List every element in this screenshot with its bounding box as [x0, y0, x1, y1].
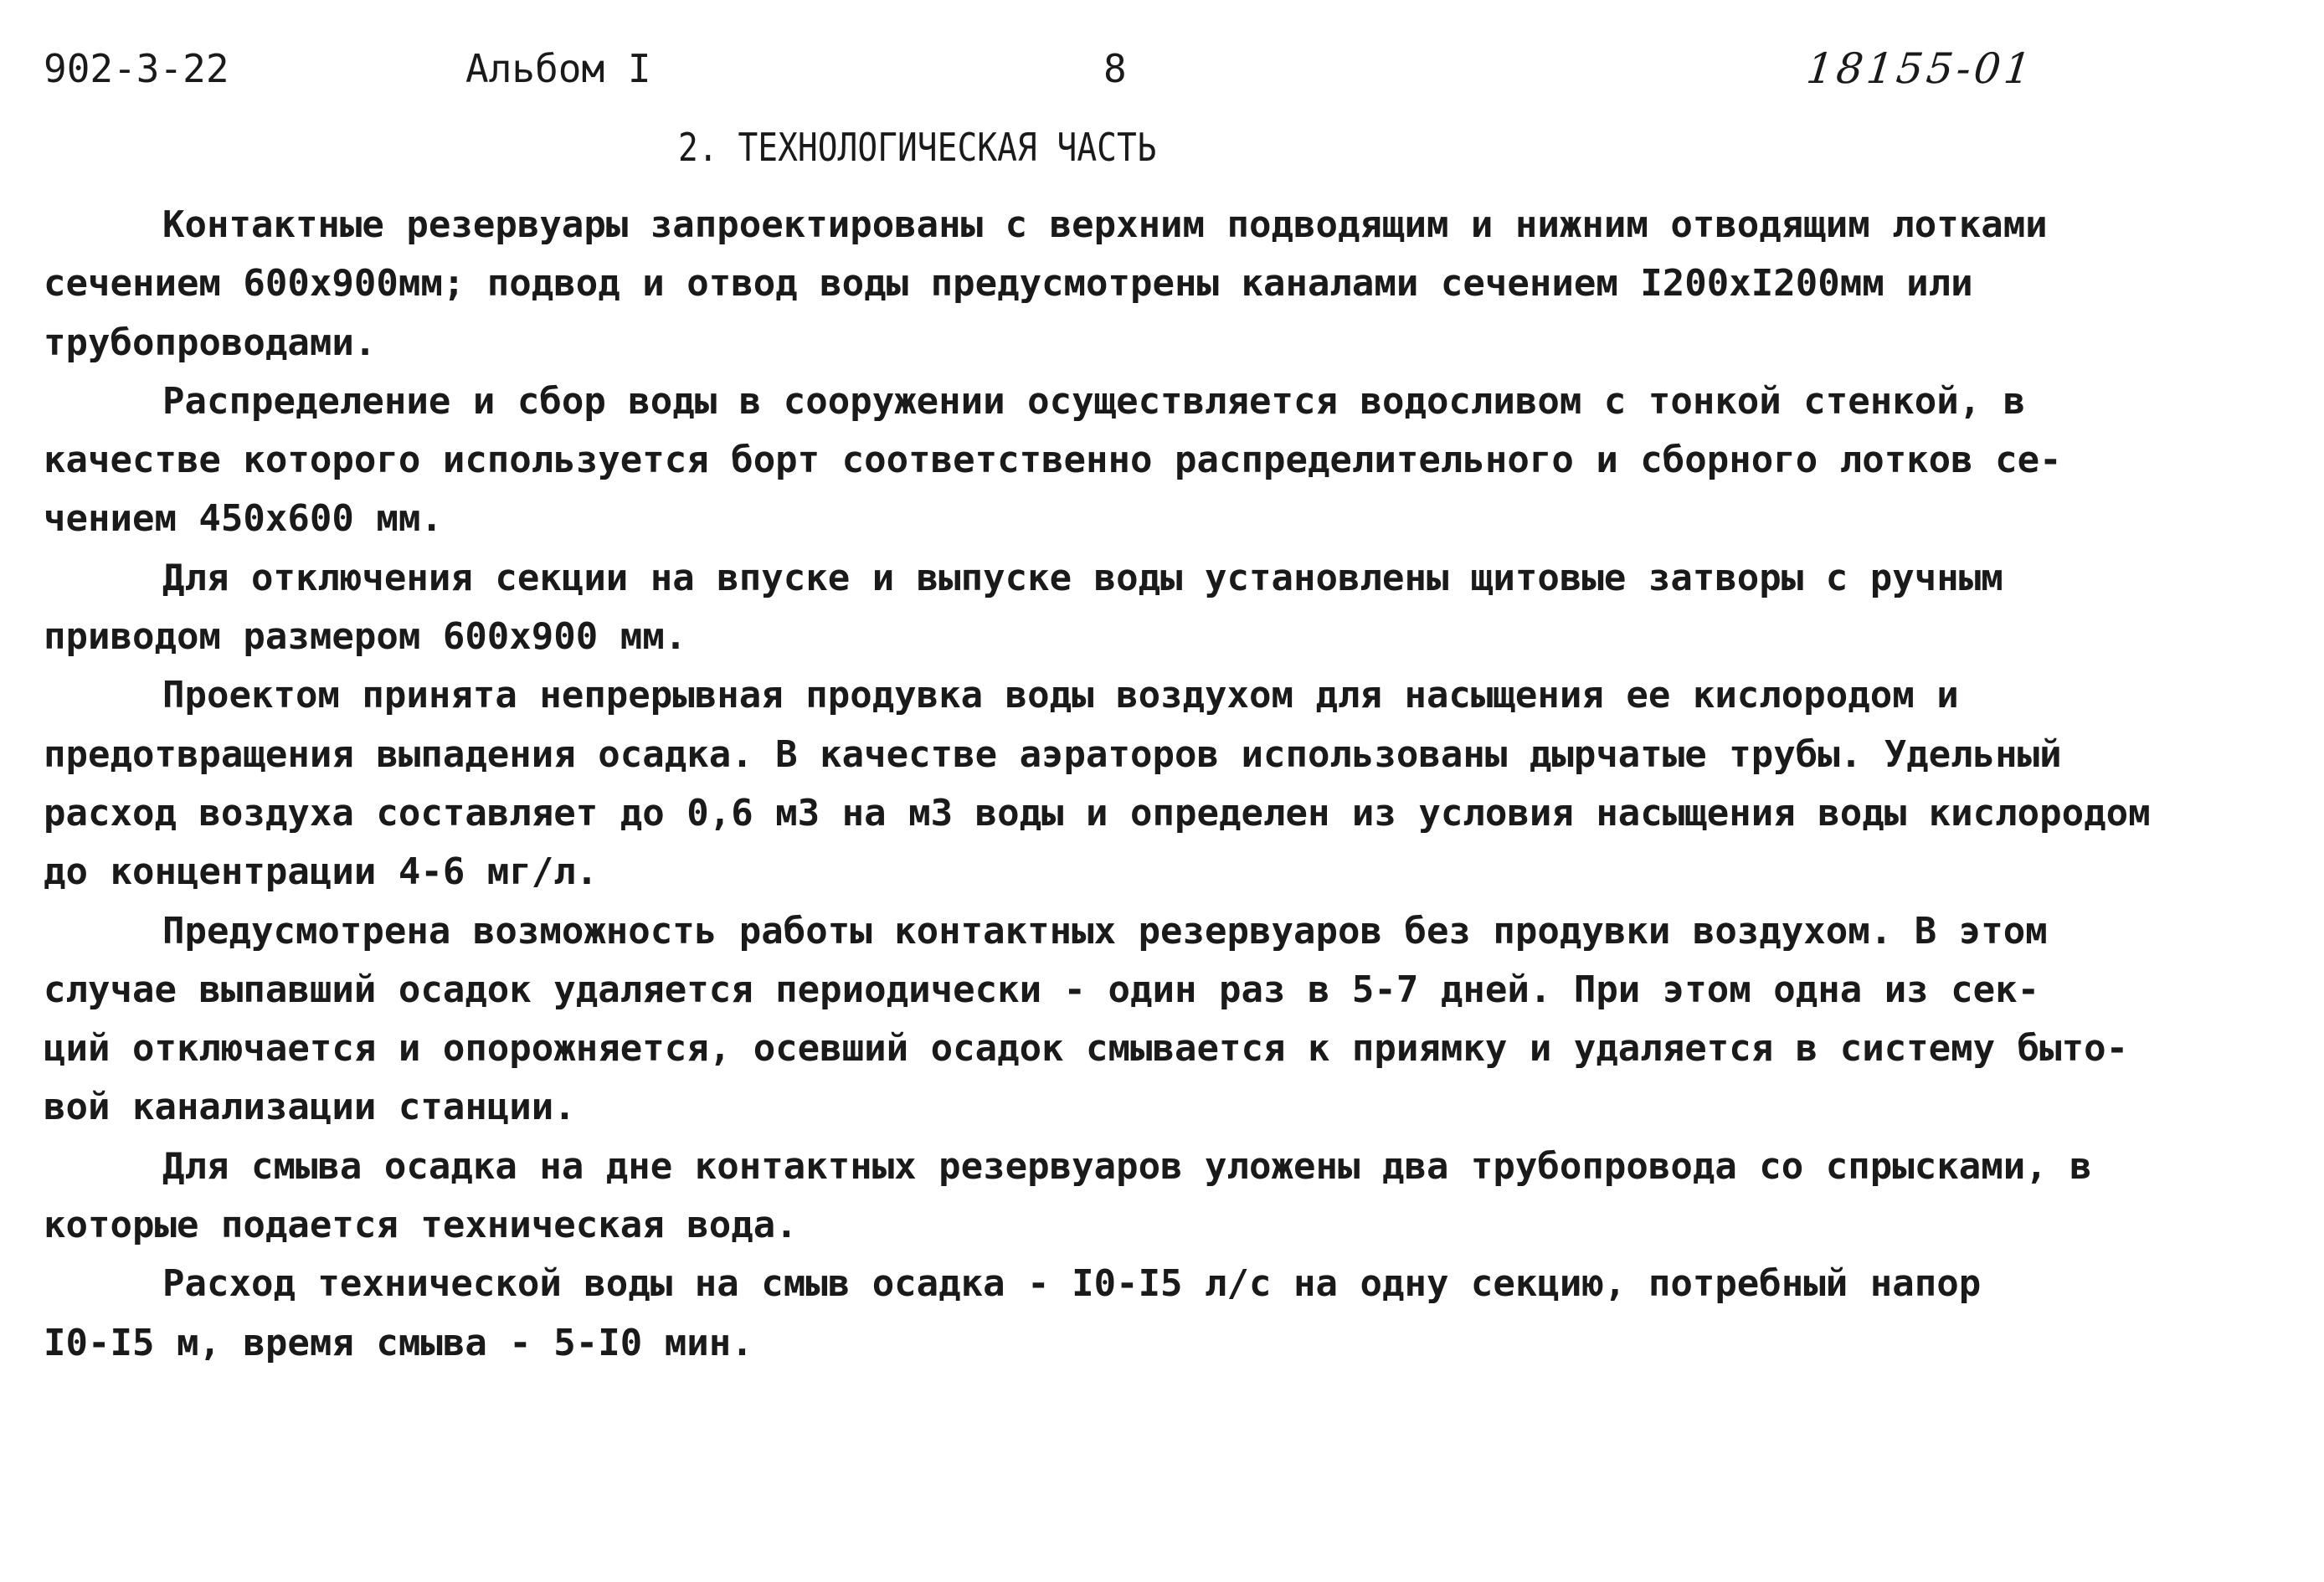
- text-line: I0-I5 м, время смыва - 5-I0 мин.: [44, 1321, 753, 1364]
- text-line: предотвращения выпадения осадка. В качестве аэраторов использованы дырчатые трубы. Удельный: [44, 732, 2062, 776]
- text-line: трубопроводами.: [44, 321, 377, 364]
- page-number: 8: [1103, 46, 1127, 91]
- archive-number: 18155-01: [1803, 44, 2037, 93]
- paragraph: [44, 902, 2284, 1138]
- text-line: чением 450х600 мм.: [44, 497, 443, 541]
- paragraph: [44, 1255, 2284, 1373]
- paragraph: [44, 666, 2284, 901]
- album-label: Альбом I: [465, 46, 651, 91]
- text-line: ций отключается и опорожняется, осевший осадок смывается к приямку и удаляется в систему быто-: [44, 1027, 2129, 1071]
- text-line: случае выпавший осадок удаляется периодически - один раз в 5-7 дней. При этом одна из сек-: [44, 968, 2040, 1011]
- text-line: Проектом принята непрерывная продувка воды воздухом для насыщения ее кислородом и: [162, 674, 1959, 717]
- text-line: Распределение и сбор воды в сооружении осуществляется водосливом с тонкой стенкой, в: [162, 379, 2026, 423]
- document-code: 902-3-22: [44, 46, 229, 91]
- text-line: расход воздуха составляет до 0,6 м3 на м3 воды и определен из условия насыщения воды кислородом: [44, 791, 2151, 835]
- text-line: приводом размером 600х900 мм.: [44, 615, 687, 659]
- text-line: сечением 600х900мм; подвод и отвод воды предусмотрены каналами сечением I200хI200мм или: [44, 262, 1973, 306]
- text-line: вой канализации станции.: [44, 1086, 576, 1129]
- paragraph: [44, 549, 2284, 667]
- text-line: до концентрации 4-6 мг/л.: [44, 850, 599, 894]
- paragraph: [44, 196, 2284, 372]
- text-line: Расход технической воды на смыв осадка - I0-I5 л/с на одну секцию, потребный напор: [162, 1262, 1982, 1306]
- body-text: [44, 196, 2284, 1373]
- text-line: Контактные резервуары запроектированы с верхним подводящим и нижним отводящим лотками: [162, 203, 2048, 246]
- paragraph: [44, 1138, 2284, 1256]
- text-line: Предусмотрена возможность работы контактных резервуаров без продувки воздухом. В этом: [162, 909, 2048, 953]
- text-line: Для отключения секции на впуске и выпуске воды установлены щитовые затворы с ручным: [162, 556, 2003, 599]
- text-line: которые подается техническая вода.: [44, 1204, 798, 1247]
- section-title: 2. ТЕХНОЛОГИЧЕСКАЯ ЧАСТЬ: [678, 125, 1157, 170]
- text-line: качестве которого используется борт соответственно распределительного и сборного лотков се-: [44, 439, 2062, 482]
- text-line: Для смыва осадка на дне контактных резервуаров уложены два трубопровода со спрысками, в: [162, 1144, 2092, 1188]
- paragraph: [44, 372, 2284, 549]
